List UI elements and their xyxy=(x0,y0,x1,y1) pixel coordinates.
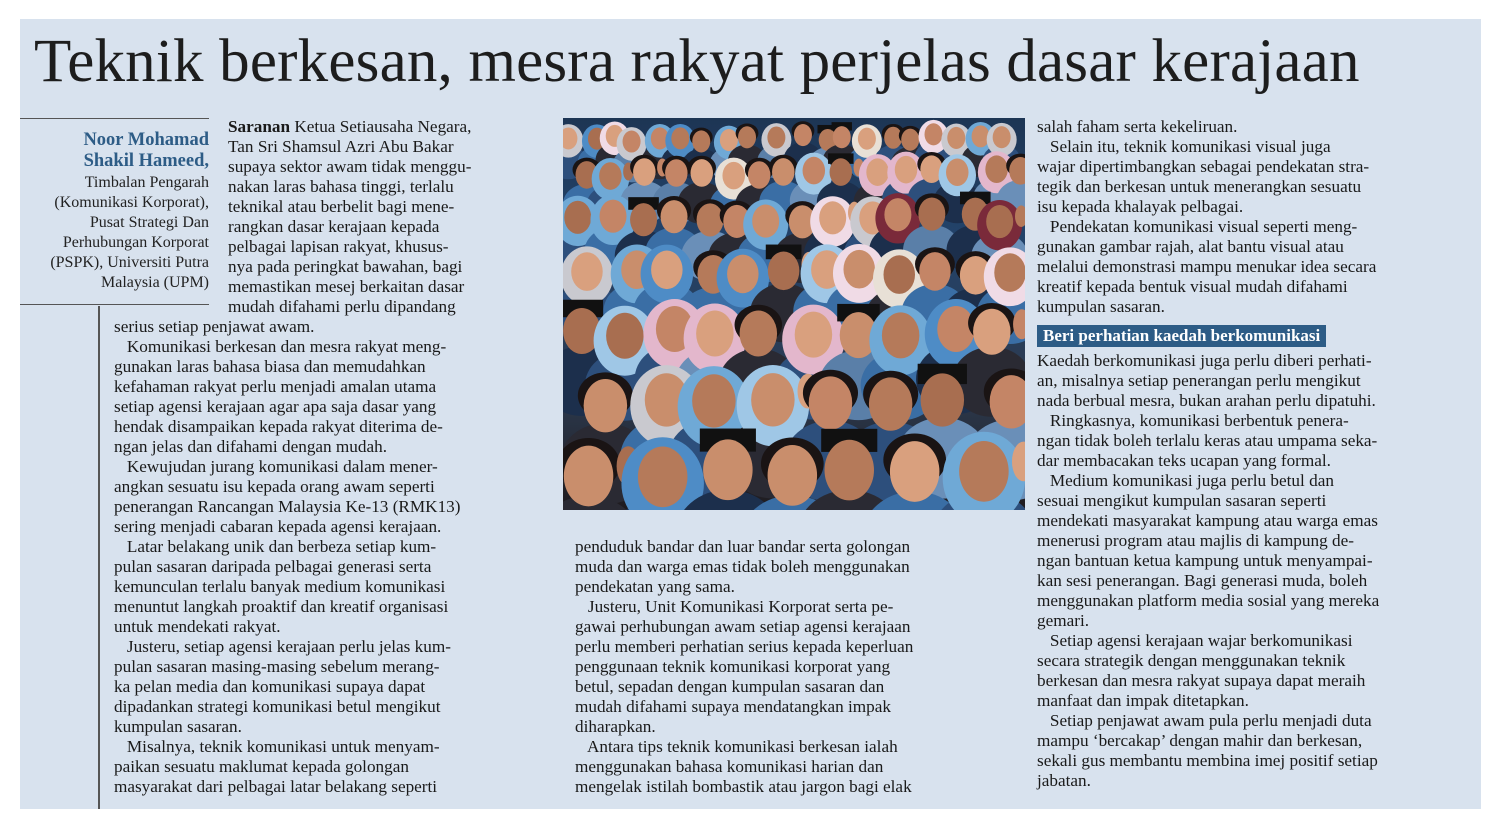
crowd-face xyxy=(921,373,965,426)
column-divider xyxy=(98,306,100,809)
crowd-face xyxy=(895,156,918,184)
paragraph-line: pulan sasaran masing-masing sebelum merang- xyxy=(114,657,440,676)
crowd-face xyxy=(794,124,812,146)
crowd-face xyxy=(584,379,628,432)
column-3 xyxy=(575,537,913,797)
crowd-face xyxy=(738,126,756,148)
paragraph-line: mengelak istilah bombastik atau jargon bagi elak xyxy=(575,777,912,796)
paragraph-line: pendekatan yang sama. xyxy=(575,577,735,596)
crowd-face xyxy=(866,158,889,186)
crowd-face xyxy=(671,127,689,149)
paragraph-line: jabatan. xyxy=(1037,771,1091,790)
paragraph-line: menuntut langkah proaktif dan kreatif organisasi xyxy=(114,597,449,616)
crowd-face xyxy=(819,201,846,234)
paragraph-line: Misalnya, teknik komunikasi untuk menyam- xyxy=(114,737,440,756)
paragraph-line: Setiap agensi kerajaan wajar berkomunikasi xyxy=(1037,631,1353,650)
paragraph-line: ngan bantuan ketua kampung untuk menyampai- xyxy=(1037,551,1373,570)
paragraph-line: mendekati masyarakat kampung atau warga emas xyxy=(1037,511,1378,530)
subheading-wrap xyxy=(1037,325,1379,349)
crowd-face xyxy=(869,377,913,430)
crowd-face xyxy=(972,125,990,147)
paragraph-line: serius setiap penjawat awam. xyxy=(114,317,315,336)
paragraph-line: pelbagai lapisan rakyat, khusus- xyxy=(228,237,449,256)
paragraph-line: untuk mendekati rakyat. xyxy=(114,617,281,636)
newspaper-page xyxy=(20,19,1481,809)
column-4-top xyxy=(1037,117,1379,317)
crowd-face xyxy=(946,158,969,186)
crowd-face xyxy=(692,130,710,152)
paragraph-line: berkesan dan mesra rakyat supaya dapat meraih xyxy=(1037,671,1366,690)
crowd-face xyxy=(985,155,1008,183)
crowd-face xyxy=(919,252,951,291)
crowd-face xyxy=(767,126,785,148)
crowd-face xyxy=(752,205,779,238)
paragraph-line: supaya sektor awam tidak menggu- xyxy=(228,157,472,176)
crowd-face xyxy=(633,158,656,186)
paragraph-line: mudah difahami perlu dipandang xyxy=(228,297,456,316)
crowd-face xyxy=(937,306,975,352)
crowd-face xyxy=(768,445,818,506)
paragraph-line: Justeru, setiap agensi kerajaan perlu jelas kum- xyxy=(114,637,451,656)
paragraph-line: masyarakat dari pelbagai latar belakang seperti xyxy=(114,777,438,796)
crowd-face xyxy=(623,130,641,152)
paragraph-line: ka pelan media dan komunikasi supaya dapat xyxy=(114,677,426,696)
paragraph-line: sesuai mengikut kumpulan sasaran seperti xyxy=(1037,491,1327,510)
crowd-face xyxy=(691,159,714,187)
crowd-face xyxy=(661,200,688,233)
crowd-face xyxy=(638,447,688,508)
paragraph-line: sering menjadi cabaran kepada agensi kerajaan. xyxy=(114,517,442,536)
paragraph-line: paikan sesuatu maklumat kepada golongan xyxy=(114,757,409,776)
paragraph-line: ngan tidak boleh terlalu keras atau umpama seka- xyxy=(1037,431,1378,450)
paragraph-line: gemari. xyxy=(1037,611,1090,630)
audience-photo xyxy=(563,118,1025,510)
paragraph-line: mudah difahami supaya mendatangkan impak xyxy=(575,697,891,716)
paragraph-line: nada berbual mesra, bukan arahan perlu dipatuhi. xyxy=(1037,391,1376,410)
paragraph-line: dipadankan strategi komunikasi betul mengikut xyxy=(114,697,441,716)
crowd-face xyxy=(696,311,734,357)
crowd-face xyxy=(833,126,851,148)
paragraph-line: isu kepada khalayak pelbagai. xyxy=(1037,197,1244,216)
crowd-face xyxy=(795,312,833,358)
author-name: Noor Mohamad Shakil Hameed, xyxy=(83,130,209,171)
crowd-face xyxy=(809,376,853,429)
crowd-face xyxy=(751,373,795,426)
paragraph-line: kan sesi penerangan. Bagi generasi muda, boleh xyxy=(1037,571,1368,590)
paragraph-line: melalui demonstrasi mampu menukar idea secara xyxy=(1037,257,1377,276)
paragraph-line: kumpulan sasaran. xyxy=(1037,297,1165,316)
paragraph-line: hendak disampaikan kepada rakyat diterima de- xyxy=(114,417,443,436)
crowd-face xyxy=(564,201,591,234)
paragraph-line: Selain itu, teknik komunikasi visual juga xyxy=(1037,137,1331,156)
column-4-bottom xyxy=(1037,351,1379,791)
column-1-bottom xyxy=(114,317,461,797)
paragraph-line: menggunakan bahasa komunikasi harian dan xyxy=(575,757,884,776)
paragraph-line: betul, sepadan dengan kumpulan sasaran dan xyxy=(575,677,885,696)
crowd-face xyxy=(748,161,771,189)
column-1-top-lines xyxy=(228,137,471,317)
crowd-face xyxy=(571,252,603,291)
paragraph-line: kumpulan sasaran. xyxy=(114,717,242,736)
paragraph-line: menggunakan platform media sosial yang mereka xyxy=(1037,591,1380,610)
crowd-face xyxy=(884,255,916,294)
crowd-face xyxy=(901,129,919,151)
paragraph-line: penerangan Rancangan Malaysia Ke-13 (RMK13) xyxy=(114,497,461,516)
crowd-face xyxy=(993,126,1011,148)
crowd-face xyxy=(722,162,745,190)
crowd-face xyxy=(824,440,874,501)
crowd-face xyxy=(925,123,943,145)
paragraph-line: gawai perhubungan awam setiap agensi kerajaan xyxy=(575,617,911,636)
paragraph-line: memastikan mesej berkaitan dasar xyxy=(228,277,465,296)
paragraph-line: setiap agensi kerajaan agar apa saja dasar yang xyxy=(114,397,437,416)
paragraph-line: teknikal atau berbelit bagi mene- xyxy=(228,197,455,216)
paragraph-line xyxy=(228,117,471,137)
paragraph-line: Tan Sri Shamsul Azri Abu Bakar xyxy=(228,137,454,156)
paragraph-line: secara strategik dengan menggunakan teknik xyxy=(1037,651,1346,670)
paragraph-line: Justeru, Unit Komunikasi Korporat serta pe- xyxy=(575,597,894,616)
paragraph-line: nya pada peringkat bawahan, bagi xyxy=(228,257,463,276)
paragraph-line-text: Ketua Setiausaha Negara, xyxy=(290,117,472,136)
crowd-face xyxy=(599,162,622,190)
paragraph-line: Ringkasnya, komunikasi berbentuk penera- xyxy=(1037,411,1349,430)
paragraph-line: gunakan laras bahasa biasa dan memudahkan xyxy=(114,357,426,376)
crowd-face xyxy=(959,441,1009,502)
paragraph-line: Komunikasi berkesan dan mesra rakyat meng- xyxy=(114,337,447,356)
crowd-face xyxy=(564,446,614,507)
paragraph-line: Setiap penjawat awam pula perlu menjadi duta xyxy=(1037,711,1372,730)
crowd-face xyxy=(703,439,753,500)
paragraph-line: tegik dan berkesan untuk menerangkan sesuatu xyxy=(1037,177,1362,196)
paragraph-line: Kewujudan jurang komunikasi dalam mener- xyxy=(114,457,438,476)
crowd-face xyxy=(947,127,965,149)
paragraph-line: diharapkan. xyxy=(575,717,656,736)
paragraph-line: rangkan dasar kerajaan kepada xyxy=(228,217,440,236)
paragraph-line: an, misalnya setiap penerangan perlu mengikut xyxy=(1037,371,1361,390)
paragraph-line: wajar dipertimbangkan sebagai pendekatan stra- xyxy=(1037,157,1370,176)
crowd-face xyxy=(720,129,738,151)
crowd-face xyxy=(630,203,657,236)
paragraph-line: kemunculan terlalu banyak medium komunikasi xyxy=(114,577,446,596)
author-byline xyxy=(20,118,209,305)
paragraph-line: manfaat dan impak ditetapkan. xyxy=(1037,691,1249,710)
crowd-face xyxy=(994,253,1025,292)
subheading: Beri perhatian kaedah berkomunikasi xyxy=(1037,325,1326,347)
crowd-face xyxy=(884,198,911,231)
column-1-top xyxy=(228,117,471,317)
paragraph-line: penduduk bandar dan luar bandar serta golongan xyxy=(575,537,911,556)
crowd-face xyxy=(665,159,688,187)
crowd-face xyxy=(692,374,736,427)
crowd-face xyxy=(727,255,759,294)
paragraph-line: nakan laras bahasa tinggi, terlalu xyxy=(228,177,454,196)
paragraph-line: kefahaman rakyat perlu menjadi amalan utama xyxy=(114,377,437,396)
crowd-face xyxy=(651,250,683,289)
author-title: Timbalan Pengarah (Komunikasi Korporat), Pusat Strategi Dan Perhubungan Korporat (PSPK), Universiti Putra Malaysia (UPM) xyxy=(50,174,209,291)
lead-word: Saranan xyxy=(228,117,291,136)
crowd-face xyxy=(697,203,724,236)
crowd-face xyxy=(986,205,1013,238)
crowd-face xyxy=(768,251,800,290)
paragraph-line: pulan sasaran daripada pelbagai generasi serta xyxy=(114,557,432,576)
crowd-face xyxy=(843,250,875,289)
paragraph-line: menerusi program atau majlis di kampung de- xyxy=(1037,531,1354,550)
crowd-face xyxy=(882,312,920,358)
crowd-face xyxy=(606,313,644,359)
crowd-face xyxy=(772,158,795,186)
paragraph-line: ngan jelas dan difahami dengan mudah. xyxy=(114,437,388,456)
crowd-face xyxy=(830,158,853,186)
column-4 xyxy=(1037,117,1379,791)
paragraph-line: sekali gus membantu membina imej positif setiap xyxy=(1037,751,1378,770)
crowd-face xyxy=(890,441,940,502)
crowd-face xyxy=(740,311,778,357)
paragraph-line: muda dan warga emas tidak boleh menggunakan xyxy=(575,557,910,576)
paragraph-line: dar membacakan teks ucapan yang formal. xyxy=(1037,451,1331,470)
paragraph-line: Antara tips teknik komunikasi berkesan ialah xyxy=(575,737,898,756)
paragraph-line: perlu memberi perhatian serius kepada keperluan xyxy=(575,637,914,656)
paragraph-line: gunakan gambar rajah, alat bantu visual atau xyxy=(1037,237,1344,256)
crowd-face xyxy=(918,197,945,230)
paragraph-line: kreatif kepada bentuk visual mudah difahami xyxy=(1037,277,1348,296)
paragraph-line: Kaedah berkomunikasi juga perlu diberi perhati- xyxy=(1037,351,1372,370)
paragraph-line: salah faham serta kekeliruan. xyxy=(1037,117,1238,136)
paragraph-line: angkan sesuatu isu kepada orang awam seperti xyxy=(114,477,435,496)
crowd-face xyxy=(858,128,876,150)
crowd-face xyxy=(600,200,627,233)
crowd-face xyxy=(803,157,826,185)
crowd-face xyxy=(973,309,1011,355)
crowd-image xyxy=(563,118,1025,510)
paragraph-line: mampu ‘bercakap’ dengan mahir dan berkesan, xyxy=(1037,731,1363,750)
paragraph-line: Pendekatan komunikasi visual seperti meng- xyxy=(1037,217,1358,236)
paragraph-line: Medium komunikasi juga perlu betul dan xyxy=(1037,471,1334,490)
paragraph-line: Latar belakang unik dan berbeza setiap kum- xyxy=(114,537,437,556)
paragraph-line: penggunaan teknik komunikasi korporat yang xyxy=(575,657,891,676)
headline: Teknik berkesan, mesra rakyat perjelas dasar kerajaan xyxy=(34,28,1360,95)
